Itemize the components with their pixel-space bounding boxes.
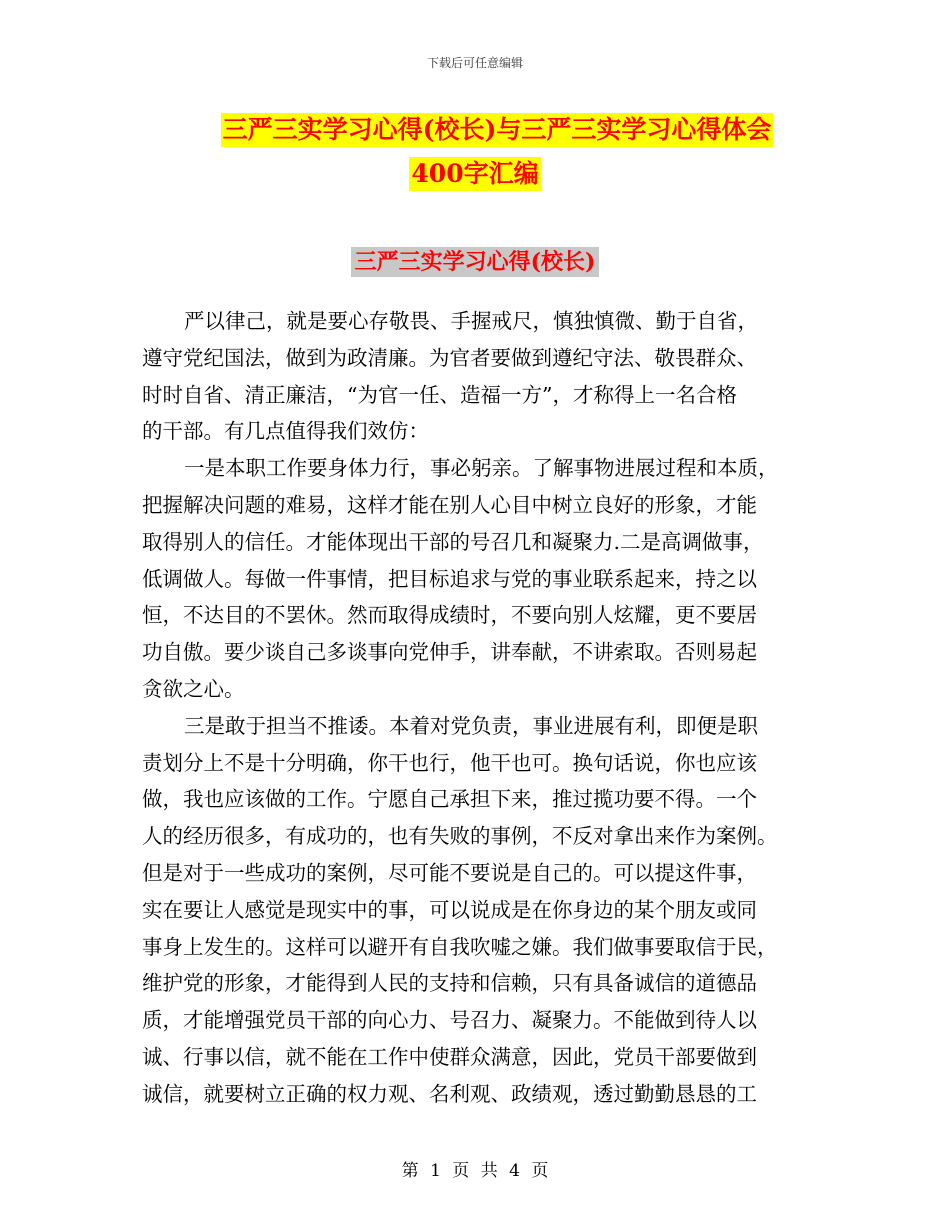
document-title <box>22 113 950 147</box>
section-heading: 三严三实学习心得(校长) <box>351 247 600 277</box>
paragraph-line: 人的经历很多，有成功的，也有失败的事例，不反对拿出来作为案例。 <box>142 824 778 849</box>
paragraph-line: 但是对于一些成功的案例，尽可能不要说是自己的。可以提这件事， <box>142 860 757 885</box>
paragraph-line: 事身上发生的。这样可以避开有自我吹嘘之嫌。我们做事要取信于民， <box>142 934 778 959</box>
paragraph-line: 恒，不达目的不罢休。然而取得成绩时，不要向别人炫耀，更不要居 <box>142 603 757 628</box>
section-heading-block <box>0 247 950 277</box>
paragraph-line: 维护党的形象，才能得到人民的支持和信赖，只有具备诚信的道德品 <box>142 971 757 996</box>
paragraph-line: 诚信，就要树立正确的权力观、名利观、政绩观，透过勤勤恳恳的工 <box>142 1081 757 1106</box>
paragraph-line: 做，我也应该做的工作。宁愿自己承担下来，推过揽功要不得。一个 <box>142 787 757 812</box>
title-line-2: 400字汇编 <box>409 157 540 191</box>
paragraph-line: 贪欲之心。 <box>142 676 245 701</box>
body-text <box>142 303 810 1113</box>
paragraph-line: 把握解决问题的难易，这样才能在别人心目中树立良好的形象，才能 <box>142 492 757 517</box>
paragraph-line: 取得别人的信任。才能体现出干部的号召几和凝聚力.二是高调做事， <box>142 529 764 554</box>
paragraph-line: 低调做人。每做一件事情，把目标追求与党的事业联系起来，持之以 <box>142 566 757 591</box>
paragraph-line: 三是敢于担当不推诿。本着对党负责，事业进展有利，即便是职 <box>184 713 758 738</box>
paragraph-line: 质，才能增强党员干部的向心力、号召力、凝聚力。不能做到待人以 <box>142 1008 757 1033</box>
title-line-1: 三严三实学习心得(校长)与三严三实学习心得体会 <box>221 113 774 147</box>
paragraph-line: 遵守党纪国法，做到为政清廉。为官者要做到遵纪守法、敬畏群众、 <box>142 345 757 370</box>
paragraph-line: 责划分上不是十分明确，你干也行，他干也可。换句话说，你也应该 <box>142 750 757 775</box>
paragraph-line: 功自傲。要少谈自己多谈事向党伸手，讲奉献，不讲索取。否则易起 <box>142 640 757 665</box>
paragraph-line: 诚、行事以信，就不能在工作中使群众满意，因此，党员干部要做到 <box>142 1044 757 1069</box>
paragraph-line: 一是本职工作要身体力行，事必躬亲。了解事物进展过程和本质， <box>184 456 779 481</box>
document-title-continued <box>0 157 950 191</box>
paragraph-line: 严以律己，就是要心存敬畏、手握戒尺，慎独慎微、勤于自省， <box>184 309 758 333</box>
paragraph-line: 时时自省、清正廉洁，“为官一任、造福一方”，才称得上一名合格 <box>142 382 737 407</box>
header-note: 下载后可任意编辑 <box>426 56 523 70</box>
paragraph-line: 实在要让人感觉是现实中的事，可以说成是在你身边的某个朋友或同 <box>142 897 757 922</box>
paragraph-line: 的干部。有几点值得我们效仿： <box>142 419 429 444</box>
page-footer: 第 1 页 共 4 页 <box>401 1161 549 1181</box>
